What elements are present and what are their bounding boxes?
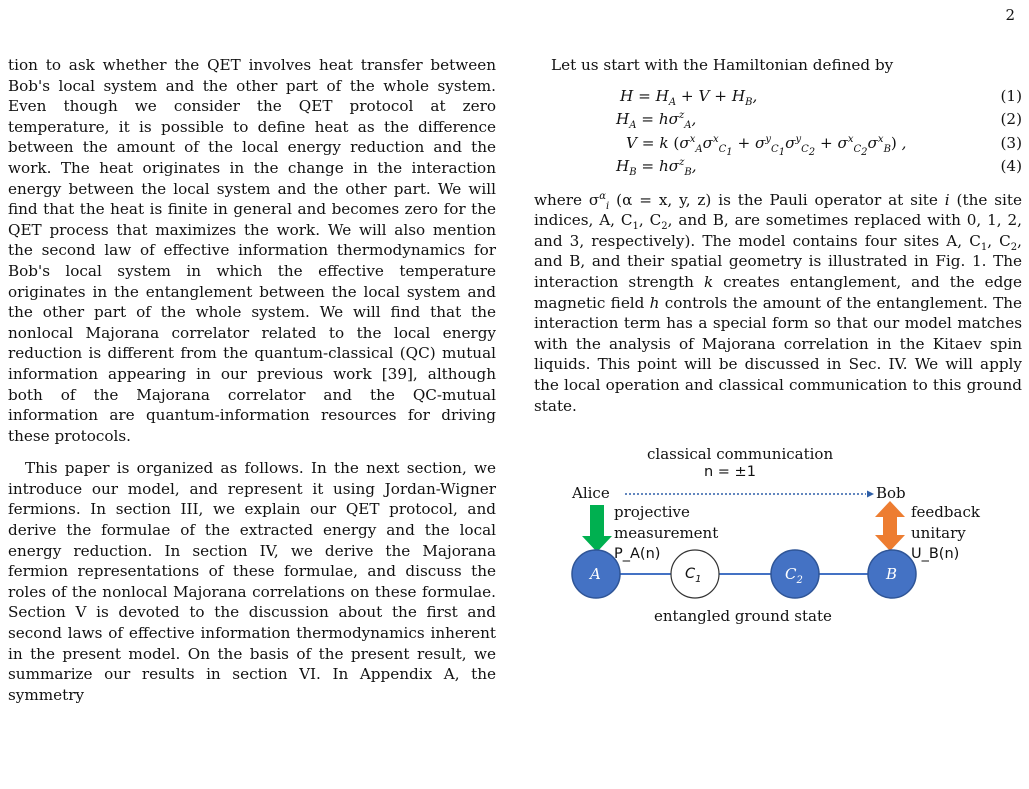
alice-label: Alice: [572, 484, 610, 503]
left-column: [8, 55, 496, 705]
node-c2-label: $C_2$: [785, 565, 803, 587]
unitary-label: unitary: [911, 524, 966, 543]
entangled-ground-state-label: entangled ground state: [654, 607, 832, 626]
equation-number: (1): [1000, 86, 1022, 105]
feedback-label: feedback: [911, 503, 980, 522]
equation-number: (3): [1000, 133, 1022, 152]
bob-label: Bob: [876, 484, 906, 503]
equation-4: $H_B = h\sigma^z_B$, (4): [616, 157, 1022, 179]
communication-arrowhead: [867, 491, 874, 498]
right-column: [534, 55, 1022, 648]
equation-3: V = k $(\sigma^x_A\sigma^x_{C_1} + \sigma^y_{C_1}\sigma^y_{C_2} + \sigma^x_{C_2}\sigma^x_B)$ , (3): [626, 133, 1022, 158]
measurement-label: measurement: [614, 524, 719, 543]
model-description: where $\sigma^\alpha_i$ (α = x, y, z) is the Pauli operator at site i (the site indices, A, $C_1$, $C_2$, and B, are sometimes replaced with 0, 1, 2, and 3, respectively). The model contains four sites A, $C_1$, $C_2$, and B, and their spatial geometry is illustrated in Fig. 1. The interaction strength k creates entanglement, and the edge magnetic field h controls the amount of the entanglement. The interaction term has a special form so that our model matches with the analysis of Majorana correlation in the Kitaev spin liquids. This point will be discussed in Sec. IV. We will apply the local operation and classical communication to this ground state.: [534, 190, 1023, 415]
node-c1-label: $C_1$: [685, 566, 702, 586]
paragraph-organization: This paper is organized as follows. In the next section, we introduce our model, and represent it using Jordan-Wigner fermions. In section III, we explain our QET protocol, and derive the formulae of the extracted energy and the local energy reduction. In section IV, we derive the Majorana fermion representations of these formulae, and discuss the roles of the nonlocal Majorana correlations on these formulae. Section V is devoted to the discussion about the first and second laws of effective information thermodynamics inherent in the present model. On the basis of the present result, we summarize our results in section VI. In Appendix A, the symmetry: [8, 459, 496, 704]
projective-label: projective: [614, 503, 690, 522]
orange-feedback-arrow: [875, 501, 905, 551]
green-measurement-arrow: [582, 505, 612, 552]
figure-title: classical communication: [647, 445, 834, 464]
node-a-label: A: [590, 565, 601, 584]
unitary-operator-label: U_B(n): [911, 546, 960, 563]
equation-number: (4): [1000, 157, 1022, 176]
hamiltonian-intro: Let us start with the Hamiltonian defined by: [551, 56, 894, 74]
equation-2: $H_A = h\sigma^z_A$, (2): [616, 110, 1022, 132]
equation-1: $H = H_A + V + H_B$, (1): [620, 86, 1022, 108]
page-number: 2: [1005, 6, 1015, 24]
equation-block: [534, 86, 1022, 180]
paragraph-continuation: tion to ask whether the QET involves heat transfer between Bob's local system and the other part of the whole system. Even though we consider the QET protocol at zero temperature, it is possible to define heat as the difference between the amount of the local energy reduction and the work. The heat originates in the change in the interaction energy between the local system and the other part. We will find that the heat is finite in general and becomes zero for the QET process that maximizes the work. We will also mention the second law of effective information thermodynamics for Bob's local system in which the effective temperature originates in the entanglement between the local system and the other part of the whole system. We will find that the nonlocal Majorana correlator related to the local energy reduction is different from the quantum-classical (QC) mutual information appearing in our previous work [39], although both of the Majorana correlator and the QC-mutual information are quantum-information resources for driving these protocols.: [8, 56, 496, 445]
projective-operator-label: P_A(n): [614, 546, 661, 563]
node-b-label: B: [886, 565, 898, 584]
figure-qet-protocol: [534, 438, 1022, 648]
equation-number: (2): [1000, 110, 1022, 129]
figure-n-values: n = ±1: [704, 464, 756, 481]
